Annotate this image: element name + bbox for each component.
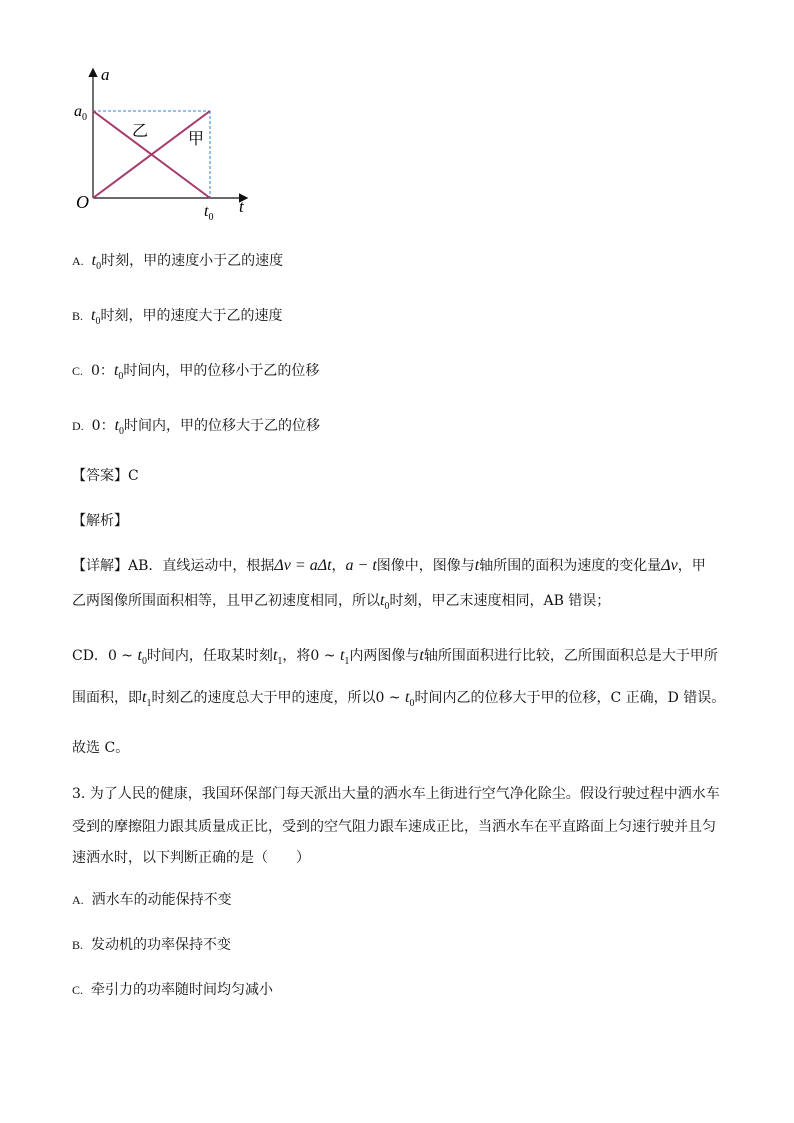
- answer-value: C: [128, 468, 139, 484]
- q3-stem-line2: 受到的摩擦阻力跟其质量成正比，受到的空气阻力跟车速成正比，当洒水车在平直路面上匀速行驶并且匀: [72, 819, 716, 835]
- detail-ab-line2: 乙两图像所围面积相等，且甲乙初速度相同，所以$t_0$时刻，甲乙末速度相同，AB 错误；: [72, 592, 611, 613]
- option-b[interactable]: B. $t_0$时刻，甲的速度大于乙的速度: [72, 307, 283, 328]
- conclusion: 故选 C。: [72, 740, 130, 756]
- answer-line: [72, 466, 139, 486]
- analysis-tag: 【解析】: [72, 513, 128, 529]
- q3-stem-line1: 3. 为了人民的健康，我国环保部门每天派出大量的洒水车上街进行空气净化除尘。假设行驶过程中洒水车: [72, 786, 720, 802]
- a-axis-label: a: [101, 65, 110, 84]
- option-a[interactable]: A. $t_0$时刻，甲的速度小于乙的速度: [72, 252, 284, 273]
- a-t-graph: [70, 62, 260, 222]
- q3-option-b[interactable]: B. 发动机的功率保持不变: [72, 937, 232, 953]
- q3-option-c[interactable]: C. 牵引力的功率随时间均匀减小: [72, 982, 274, 998]
- detail-tag: 【详解】: [72, 558, 128, 574]
- t-axis-label: t: [239, 197, 244, 216]
- option-c[interactable]: C. 0：$t_0$时间内，甲的位移小于乙的位移: [72, 362, 320, 383]
- q3-option-a[interactable]: A. 洒水车的动能保持不变: [72, 892, 232, 908]
- detail-cd-line2: 围面积，即$t_1$时刻乙的速度总大于甲的速度，所以0 ~ $t_0$时间内乙的位移大于甲的位移，C 正确，D 错误。: [72, 689, 726, 710]
- q3-stem-line3: 速洒水时，以下判断正确的是（ ）: [72, 850, 310, 866]
- detail-cd-line1: CD．0 ~ $t_0$时间内，任取某时刻$t_1$，将0 ~ $t_1$内两图像与t轴所围面积进行比较，乙所围面积总是大于甲所: [72, 647, 718, 668]
- jia-label: 甲: [188, 131, 205, 148]
- t0-label: $t_0$: [204, 203, 214, 222]
- a0-label: $a_0$: [74, 103, 87, 123]
- detail-ab-line1: 【详解】AB．直线运动中，根据Δv = aΔt，a − t图像中，图像与t轴所围的面积为速度的变化量Δv，甲: [72, 557, 706, 574]
- yi-label: 乙: [132, 123, 149, 140]
- answer-tag: 【答案】: [72, 468, 128, 484]
- option-d[interactable]: D. 0：$t_0$时间内，甲的位移大于乙的位移: [72, 417, 321, 438]
- origin-label: O: [76, 192, 89, 212]
